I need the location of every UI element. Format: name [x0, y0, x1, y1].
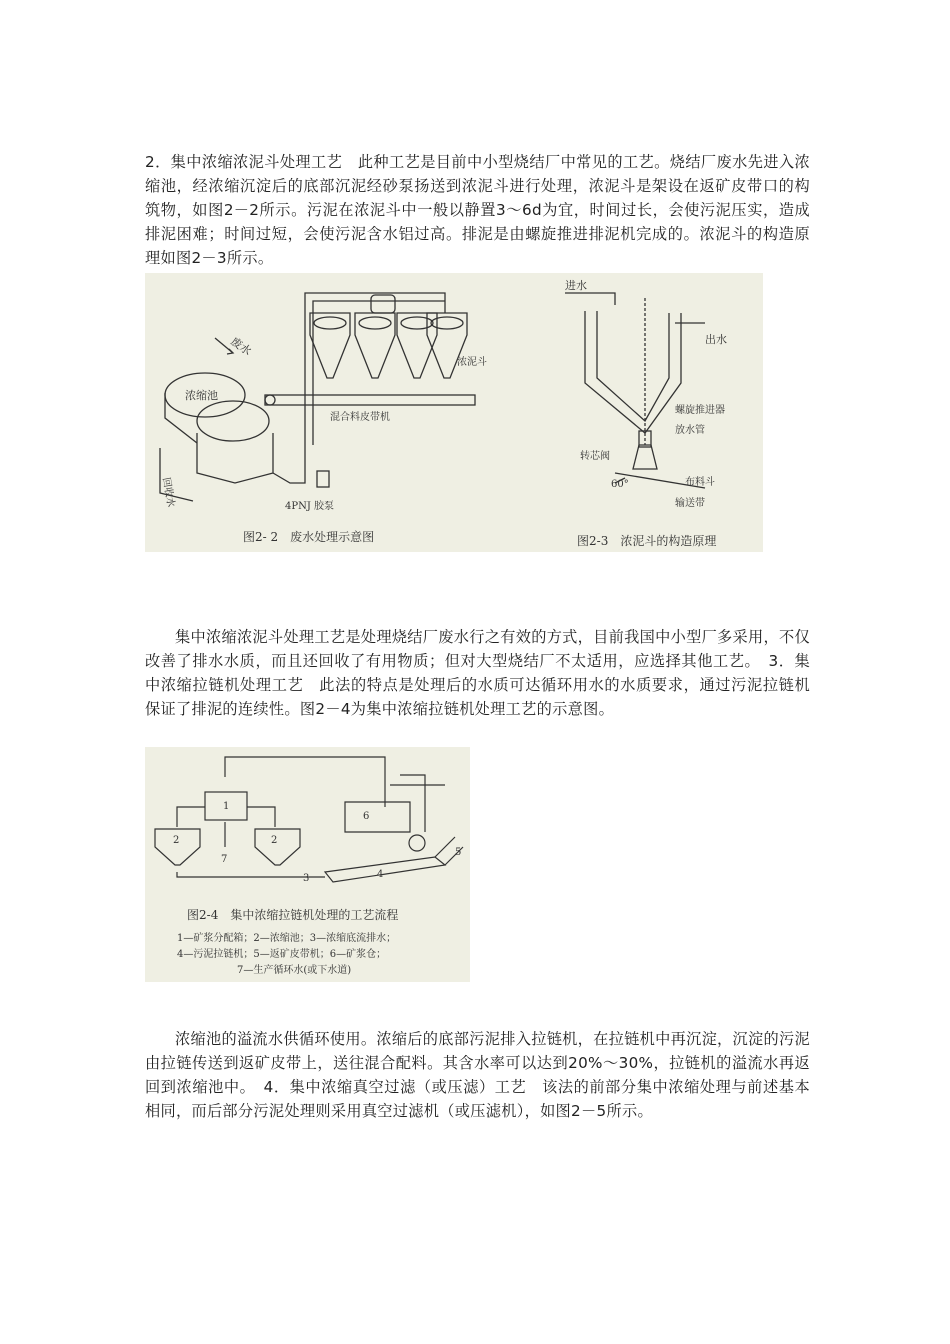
label-distributor: 布料斗 [685, 477, 715, 488]
label-3: 3 [303, 873, 310, 884]
paragraph-3: 浓缩池的溢流水供循环使用。浓缩后的底部污泥排入拉链机，在拉链机中再沉淀，沉淀的污泥由拉链传送到返矿皮带上，送往混合配料。其含水率可以达到20%～30%，拉链机的溢流水再返回到浓缩池中。 4．集中浓缩真空过滤（或压滤）工艺 该法的前部分集中浓缩处理与前述基本相同，而后部分污泥处理则采用真空过滤机（或压滤机），如图2－5所示。 [145, 1030, 810, 1120]
label-1: 1 [223, 801, 230, 812]
paragraph-2: 集中浓缩浓泥斗处理工艺是处理烧结厂废水行之有效的方式，目前我国中小型厂多采用，不仅改善了排水水质，而且还回收了有用物质；但对大型烧结厂不太适用，应选择其他工艺。 3．集中浓缩拉链机处理工艺 此法的特点是处理后的水质可达循环用水的水质要求，通过污泥拉链机保证了排泥的连续性。图2－4为集中浓缩拉链机处理工艺的示意图。 [145, 628, 810, 718]
label-2b: 2 [271, 835, 278, 846]
label-valve: 转芯阀 [580, 451, 610, 462]
label-pump: 4PNJ 胶泵 [285, 501, 335, 512]
label-hopper: 浓泥斗 [457, 357, 487, 368]
label-return-water: 回收水 [160, 476, 177, 509]
label-thickener: 浓缩池 [185, 389, 218, 402]
paragraph-1: 2．集中浓缩浓泥斗处理工艺 此种工艺是目前中小型烧结厂中常见的工艺。烧结厂废水先进入浓缩池，经浓缩沉淀后的底部沉泥经砂泵扬送到浓泥斗进行处理，浓泥斗是架设在返矿皮带口的构筑物，如图2－2所示。污泥在浓泥斗中一般以静置3～6d为宜，时间过长，会使污泥压实，造成排泥困难；时间过短，会使污泥含水铝过高。排泥是由螺旋推进排泥机完成的。浓泥斗的构造原理如图2－3所示。 [145, 153, 810, 267]
figure-2-2-and-2-3 [145, 273, 763, 552]
label-screw: 螺旋推进器 [675, 405, 725, 416]
label-4: 4 [377, 869, 384, 880]
label-outlet: 出水 [705, 333, 727, 346]
label-belt: 混合料皮带机 [330, 412, 390, 423]
label-6: 6 [363, 811, 370, 822]
legend-line-2: 4—污泥拉链机；5—返矿皮带机；6—矿浆仓； [177, 949, 387, 960]
label-2a: 2 [173, 835, 180, 846]
label-wastewater: 废水 [228, 334, 254, 359]
legend-line-3: 7—生产循环水(或下水道) [237, 965, 352, 976]
legend-line-1: 1—矿浆分配箱；2—浓缩池；3—浓缩底流排水； [177, 933, 397, 944]
label-conveyor: 输送带 [675, 498, 705, 509]
label-drain-pipe: 放水管 [675, 425, 705, 436]
label-inlet: 进水 [565, 279, 587, 292]
label-angle: 60° [611, 479, 629, 490]
caption-figure-2-4: 图2-4 集中浓缩拉链机处理的工艺流程 [187, 908, 399, 922]
label-7: 7 [221, 854, 228, 865]
caption-figure-2-3: 图2-3 浓泥斗的构造原理 [577, 534, 717, 548]
label-5: 5 [455, 847, 462, 858]
figure-2-4 [145, 747, 470, 982]
caption-figure-2-2: 图2- 2 废水处理示意图 [243, 530, 375, 544]
figure-2-4-diagram [155, 757, 463, 882]
